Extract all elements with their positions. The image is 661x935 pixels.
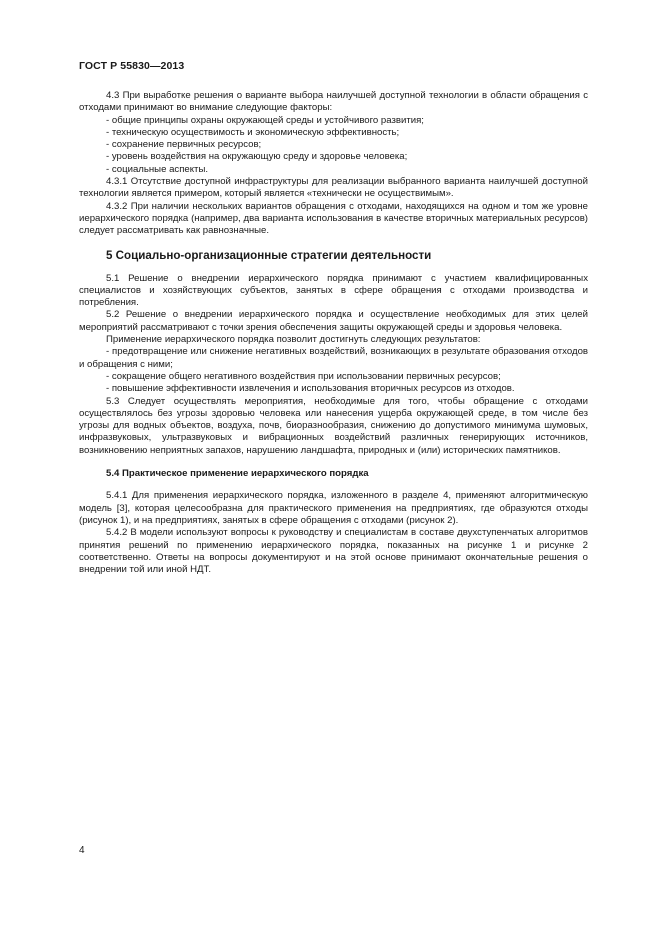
list-item: - общие принципы охраны окружающей среды и устойчивого развития; xyxy=(106,114,424,126)
subsection-heading-5-4: 5.4 Практическое применение иерархического порядка xyxy=(106,468,369,480)
list-item: - предотвращение или снижение негативных воздействий, возникающих в результате образования отходов и обращения с ними; xyxy=(79,346,588,370)
list-item: - сохранение первичных ресурсов; xyxy=(106,139,262,151)
paragraph-results-intro: Применение иерархического порядка позволит достигнуть следующих результатов: xyxy=(106,334,481,346)
paragraph-5-4-2: 5.4.2 В модели используют вопросы к руководству и специалистам в составе двухступенчатых алгоритмов принятия решений по применению иерархического порядка, показанных на рисунке 1 и рисунке 2 соответственно. Ответы на вопросы документируют и на этой основе принимают окончательные решения о внедрении той или иной НДТ. xyxy=(79,527,588,576)
paragraph-5-3: 5.3 Следует осуществлять мероприятия, необходимые для того, чтобы обращение с отходами осуществлялось без угрозы здоровью человека или нанесения ущерба окружающей среде, в том числе без угрозы для водных объектов, воздуха, почв, биоразнообразия, снижению до допустимого минимума шумовых, инфразвуковых, ультразвуковых и вибрационных воздействий различных генерирующих источников, возникновению неприятных запахов, нарушению ландшафта, природных и (или) исторических памятников. xyxy=(79,395,588,456)
section-heading-5: 5 Социально-организационные стратегии деятельности xyxy=(106,248,432,262)
document-body xyxy=(79,90,588,576)
list-item: - сокращение общего негативного воздействия при использовании первичных ресурсов; xyxy=(106,370,501,382)
paragraph-4-3-2: 4.3.2 При наличии нескольких вариантов обращения с отходами, находящихся на одном и том же уровне иерархического порядка (например, два варианта использования в качестве вторичных материальных ресурсов) следует рассматривать как равнозначные. xyxy=(79,200,588,237)
list-item: - повышение эффективности извлечения и использования вторичных ресурсов из отходов. xyxy=(106,383,515,395)
list-item: - техническую осуществимость и экономическую эффективность; xyxy=(106,126,400,138)
paragraph-5-1: 5.1 Решение о внедрении иерархического порядка принимают с участием квалифицированных специалистов и хозяйствующих субъектов, занятых в сфере обращения с отходами производства и потребления. xyxy=(79,272,588,309)
paragraph-4-3-1: 4.3.1 Отсутствие доступной инфраструктуры для реализации выбранного варианта наилучшей доступной технологии является примером, который является «технически не осуществимым». xyxy=(79,176,588,200)
list-item: - социальные аспекты. xyxy=(106,163,209,175)
page-number: 4 xyxy=(79,845,85,856)
list-item: - уровень воздействия на окружающую среду и здоровье человека; xyxy=(106,151,408,163)
document-header: ГОСТ Р 55830—2013 xyxy=(79,60,185,72)
paragraph-5-4-1: 5.4.1 Для применения иерархического порядка, изложенного в разделе 4, применяют алгоритмическую модель [3], которая целесообразна для практического применения на предприятиях, где образуются отходы (рисунок 1), и на предприятиях, занятых в сфере обращения с отходами (рисунок 2). xyxy=(79,490,588,526)
paragraph-5-2: 5.2 Решение о внедрении иерархического порядка и осуществление необходимых для этих целей мероприятий рассматривают с точки зрения обеспечения защиты окружающей среды и здоровья человека. xyxy=(79,309,588,333)
paragraph-4-3: 4.3 При выработке решения о варианте выбора наилучшей доступной технологии в области обращения с отходами принимают во внимание следующие факторы: xyxy=(79,90,588,114)
